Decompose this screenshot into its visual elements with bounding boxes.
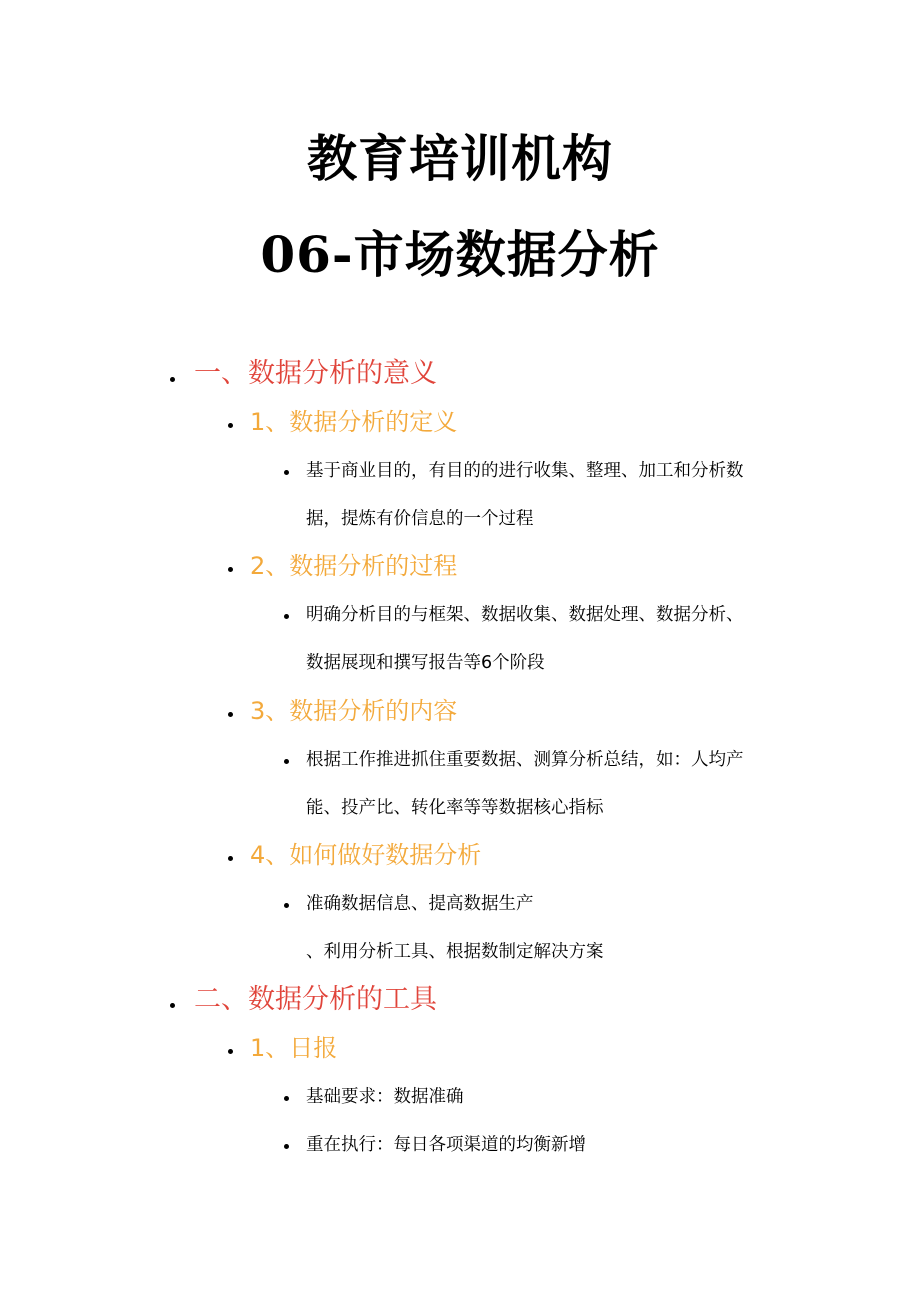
list-item-line: 能、投产比、转化率等等数据核心指标 bbox=[306, 798, 604, 818]
bullet-icon bbox=[284, 470, 289, 475]
bullet-icon bbox=[284, 1144, 289, 1149]
bullet-icon bbox=[170, 1003, 175, 1008]
list-item-line: 明确分析目的与框架、数据收集、数据处理、数据分析、 bbox=[306, 605, 744, 625]
subsection-heading: 4、如何做好数据分析 bbox=[250, 841, 482, 869]
list-item-line: 数据展现和撰写报告等6个阶段 bbox=[306, 653, 545, 673]
page-title-line-1: 教育培训机构 bbox=[307, 129, 613, 188]
bullet-icon bbox=[228, 856, 233, 861]
subsection-heading: 1、日报 bbox=[250, 1034, 338, 1062]
section-heading: 二、数据分析的工具 bbox=[194, 984, 437, 1015]
section-heading: 一、数据分析的意义 bbox=[194, 358, 437, 389]
subsection-heading: 1、数据分析的定义 bbox=[250, 408, 458, 436]
bullet-icon bbox=[284, 1096, 289, 1101]
list-item-line: 根据工作推进抓住重要数据、测算分析总结，如：人均产 bbox=[306, 750, 744, 770]
list-item-line: 、利用分析工具、根据数制定解决方案 bbox=[306, 942, 604, 962]
bullet-icon bbox=[228, 567, 233, 572]
bullet-icon bbox=[284, 759, 289, 764]
bullet-icon bbox=[228, 1049, 233, 1054]
bullet-icon bbox=[170, 377, 175, 382]
list-item-line: 基础要求：数据准确 bbox=[306, 1087, 464, 1107]
list-item-line: 重在执行：每日各项渠道的均衡新增 bbox=[306, 1135, 586, 1155]
bullet-icon bbox=[228, 423, 233, 428]
bullet-icon bbox=[228, 712, 233, 717]
bullet-icon bbox=[284, 903, 289, 908]
subsection-heading: 3、数据分析的内容 bbox=[250, 697, 458, 725]
list-item-line: 基于商业目的，有目的的进行收集、整理、加工和分析数 bbox=[306, 461, 744, 481]
page-title-line-2: 06-市场数据分析 bbox=[260, 225, 660, 284]
subsection-heading: 2、数据分析的过程 bbox=[250, 552, 458, 580]
bullet-icon bbox=[284, 614, 289, 619]
list-item-line: 据，提炼有价信息的一个过程 bbox=[306, 509, 534, 529]
list-item-line: 准确数据信息、提高数据生产 bbox=[306, 894, 534, 914]
